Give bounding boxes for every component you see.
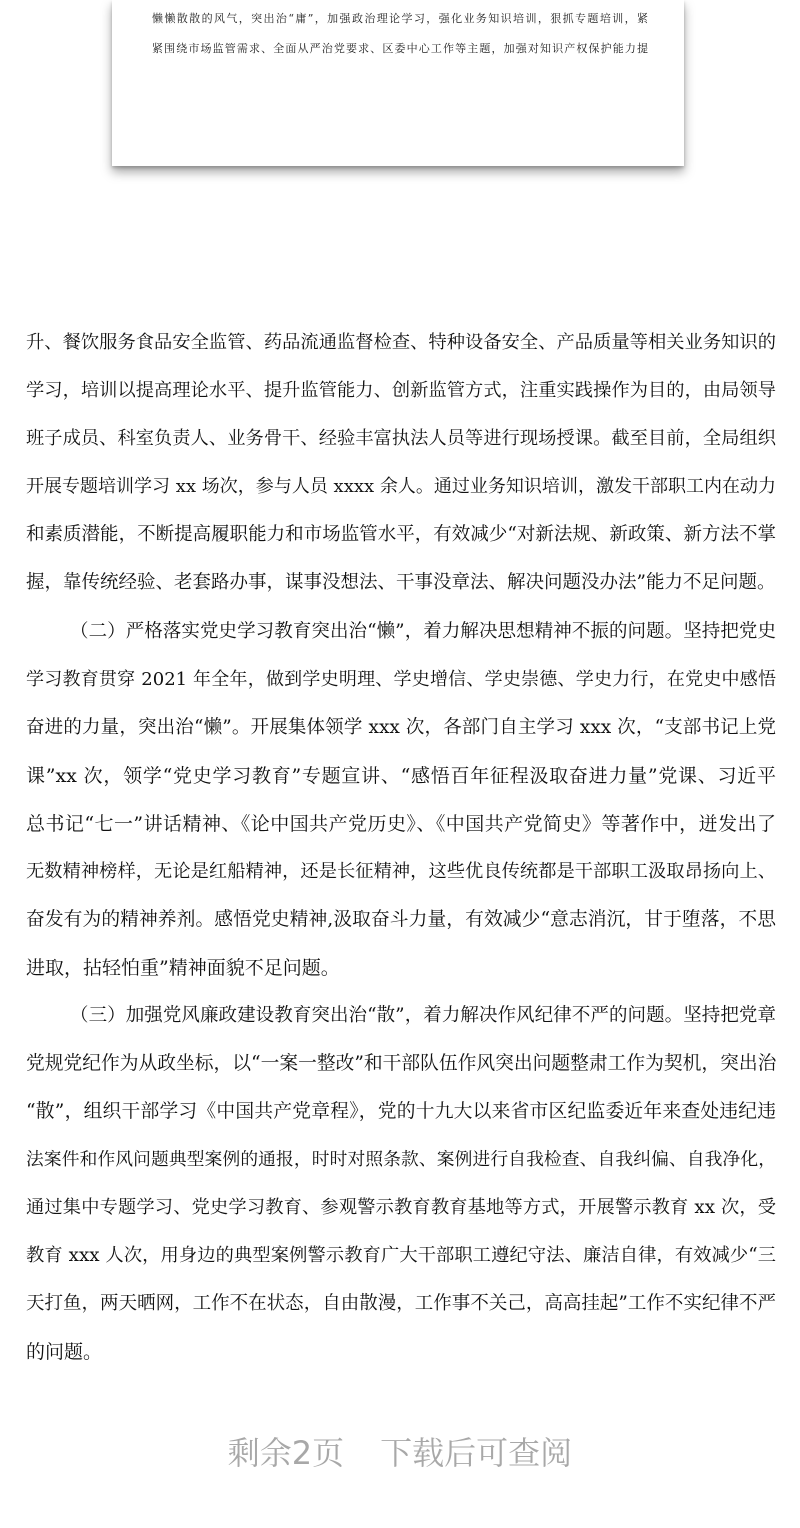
paragraph-line: （二）严格落实党史学习教育突出治“懒”，着力解决思想精神不振的问题。坚持把党史 (70, 621, 776, 642)
paragraph-line: 学习教育贯穿 2021 年全年，做到学史明理、学史增信、学史崇德、学史力行，在党史中感悟 (26, 669, 776, 690)
paragraph-line: 总书记“七一”讲话精神、《论中国共产党历史》、《中国共产党简史》等著作中，迸发出了 (26, 813, 776, 835)
download-prompt[interactable] (0, 1428, 800, 1474)
paragraph-line: 天打鱼，两天晒网，工作不在状态，自由散漫，工作事不关己，高高挂起”工作不实纪律不严 (26, 1293, 776, 1314)
paragraph-line: 学习，培训以提高理论水平、提升监管能力、创新监管方式，注重实践操作为目的，由局领导 (26, 380, 776, 401)
paragraph-line: 无数精神榜样，无论是红船精神，还是长征精神，这些优良传统都是干部职工汲取昂扬向上、 (26, 861, 776, 882)
paragraph-line: 握，靠传统经验、老套路办事，谋事没想法、干事没章法、解决问题没办法”能力不足问题。 (26, 572, 776, 593)
paragraph-line: 进取，拈轻怕重”精神面貌不足问题。 (26, 957, 340, 979)
remaining-pages-label: 剩余2页 (227, 1434, 345, 1472)
paragraph-line: 课”xx 次，领学“党史学习教育”专题宣讲、“感悟百年征程汲取奋进力量”党课、习近平 (26, 765, 776, 787)
card-text-line: 懒懒散散的风气，突出治“庸”，加强政治理论学习，强化业务知识培训，狠抓专题培训，紧 (152, 12, 648, 25)
paragraph-line: （三）加强党风廉政建设教育突出治“散”，着力解决作风纪律不严的问题。坚持把党章 (70, 1005, 776, 1026)
preview-page-card (112, 0, 684, 166)
download-hint-label: 下载后可查阅 (380, 1434, 573, 1472)
paragraph-line: 奋进的力量，突出治“懒”。开展集体领学 xxx 次，各部门自主学习 xxx 次，“支部书记上党 (26, 717, 776, 738)
paragraph-line: 教育 xxx 人次，用身边的典型案例警示教育广大干部职工遵纪守法、廉洁自律，有效减少“三 (26, 1245, 776, 1266)
paragraph-line: 的问题。 (26, 1341, 103, 1363)
card-text-line: 紧围绕市场监管需求、全面从严治党要求、区委中心工作等主题，加强对知识产权保护能力提 (152, 42, 648, 55)
paragraph-line: 班子成员、科室负责人、业务骨干、经验丰富执法人员等进行现场授课。截至目前，全局组织 (26, 428, 776, 449)
paragraph-line: 奋发有为的精神养剂。感悟党史精神,汲取奋斗力量，有效减少“意志消沉，甘于堕落，不思 (26, 909, 776, 930)
paragraph-line: 法案件和作风问题典型案例的通报，时时对照条款、案例进行自我检查、自我纠偏、自我净化， (26, 1150, 776, 1170)
paragraph-line: 通过集中专题学习、党史学习教育、参观警示教育教育基地等方式，开展警示教育 xx 次，受 (26, 1197, 776, 1218)
paragraph-line: 开展专题培训学习 xx 场次，参与人员 xxxx 余人。通过业务知识培训，激发干部职工内在动力 (26, 476, 776, 497)
paragraph-line: 升、餐饮服务食品安全监管、药品流通监督检查、特种设备安全、产品质量等相关业务知识的 (26, 332, 776, 353)
paragraph-line: “散”，组织干部学习《中国共产党章程》，党的十九大以来省市区纪监委近年来查处违纪违 (26, 1101, 776, 1122)
paragraph-line: 和素质潜能，不断提高履职能力和市场监管水平，有效减少“对新法规、新政策、新方法不掌 (26, 524, 776, 545)
paragraph-line: 党规党纪作为从政坐标，以“一案一整改”和干部队伍作风突出问题整肃工作为契机，突出治 (26, 1053, 777, 1074)
